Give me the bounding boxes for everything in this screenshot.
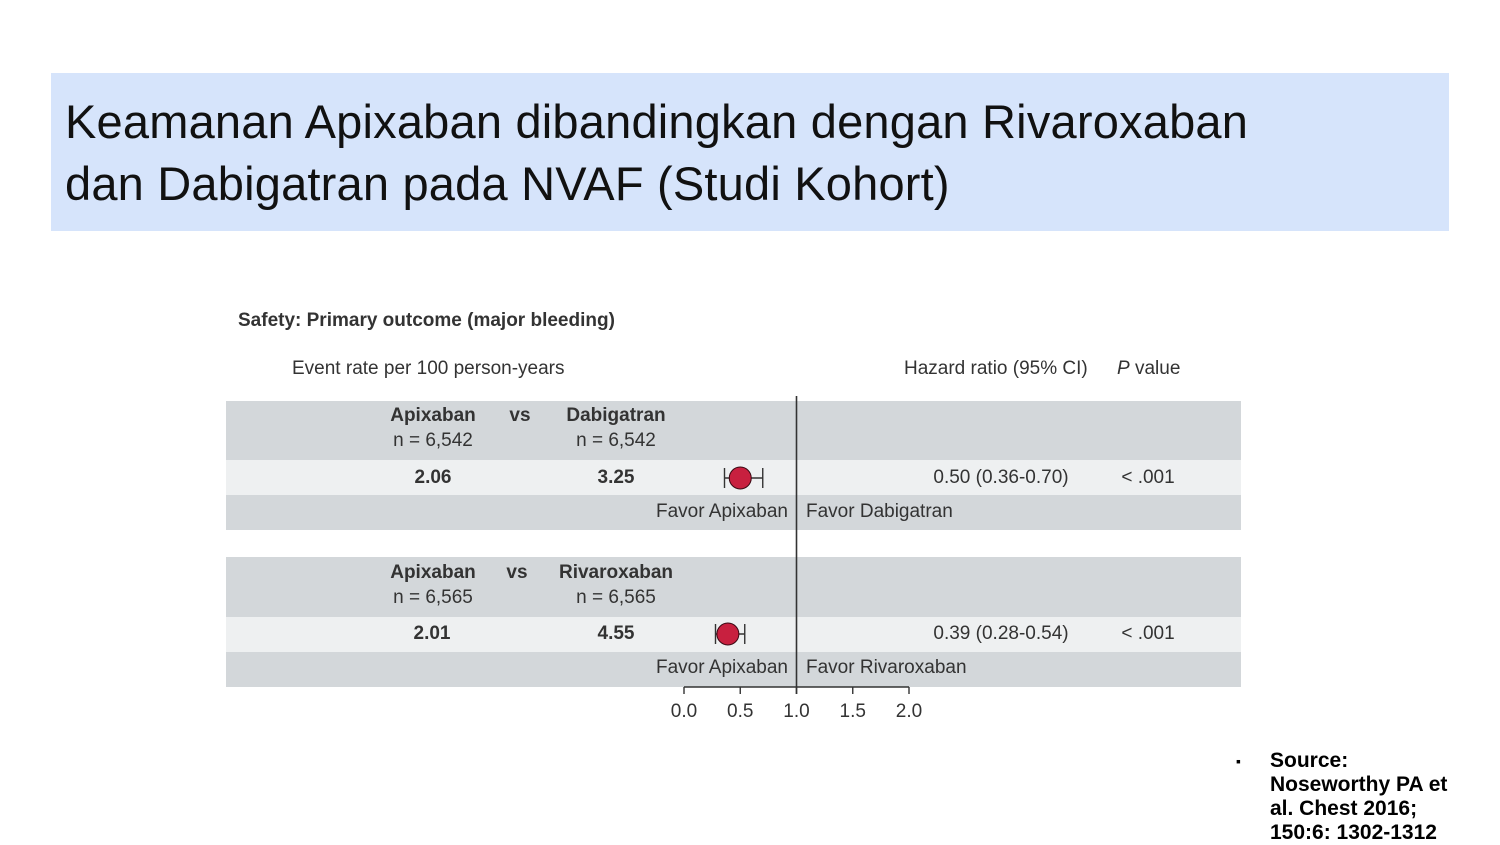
group1-n-b: n = 6,542 xyxy=(576,430,656,451)
slide-title-line1: Keamanan Apixaban dibandingkan dengan Rivaroxaban xyxy=(65,95,1249,148)
source-bullet: ▪ xyxy=(1236,753,1241,769)
group2-n-a: n = 6,565 xyxy=(393,587,473,608)
group2-drug-b: Rivaroxaban xyxy=(558,562,674,583)
x-tick-label-3: 1.5 xyxy=(839,701,866,722)
p-value-header-rest: value xyxy=(1129,358,1181,379)
hr-marker-2 xyxy=(717,623,739,645)
p-value-header-italic: P xyxy=(1117,358,1130,379)
group2-vs: vs xyxy=(506,562,528,583)
source-line3: al. Chest 2016; xyxy=(1270,797,1418,820)
group2-p-text: < .001 xyxy=(1121,623,1175,644)
group1-p-text: < .001 xyxy=(1121,467,1175,488)
source-line1: Source: xyxy=(1270,749,1349,772)
event-rate-header: Event rate per 100 person-years xyxy=(292,358,565,379)
chart-title: Safety: Primary outcome (major bleeding) xyxy=(238,310,615,331)
source-text xyxy=(1270,749,1500,845)
group1-drug-a: Apixaban xyxy=(390,405,476,426)
x-tick-label-0: 0.0 xyxy=(670,701,698,722)
slide-title-line2: dan Dabigatran pada NVAF (Studi Kohort) xyxy=(65,157,950,210)
source-line2: Noseworthy PA et xyxy=(1270,773,1448,796)
x-tick-label-4: 2.0 xyxy=(895,701,923,722)
hr-marker-1 xyxy=(729,467,751,489)
group2-favor-left: Favor Apixaban xyxy=(655,657,788,678)
group1-vs: vs xyxy=(509,405,531,426)
x-tick-label-1: 0.5 xyxy=(727,701,754,722)
group2-favor-right: Favor Rivaroxaban xyxy=(806,657,967,678)
group1-drug-b: Dabigatran xyxy=(566,405,666,426)
group1-hr-text: 0.50 (0.36-0.70) xyxy=(933,467,1069,488)
group1-favor-left: Favor Apixaban xyxy=(655,501,788,522)
group2-drug-a: Apixaban xyxy=(390,562,476,583)
group1-favor-right: Favor Dabigatran xyxy=(806,501,953,522)
group1-n-a: n = 6,542 xyxy=(393,430,473,451)
group1-rate-a: 2.06 xyxy=(414,467,452,488)
source-line4: 150:6: 1302-1312 xyxy=(1270,821,1437,844)
hazard-ratio-header: Hazard ratio (95% CI) xyxy=(904,358,1088,379)
group1-rate-b: 3.25 xyxy=(597,467,635,488)
group2-rate-a: 2.01 xyxy=(413,623,451,644)
group2-rate-b: 4.55 xyxy=(597,623,635,644)
group2-n-b: n = 6,565 xyxy=(576,587,656,608)
group2-hr-text: 0.39 (0.28-0.54) xyxy=(933,623,1069,644)
x-tick-label-2: 1.0 xyxy=(783,701,810,722)
